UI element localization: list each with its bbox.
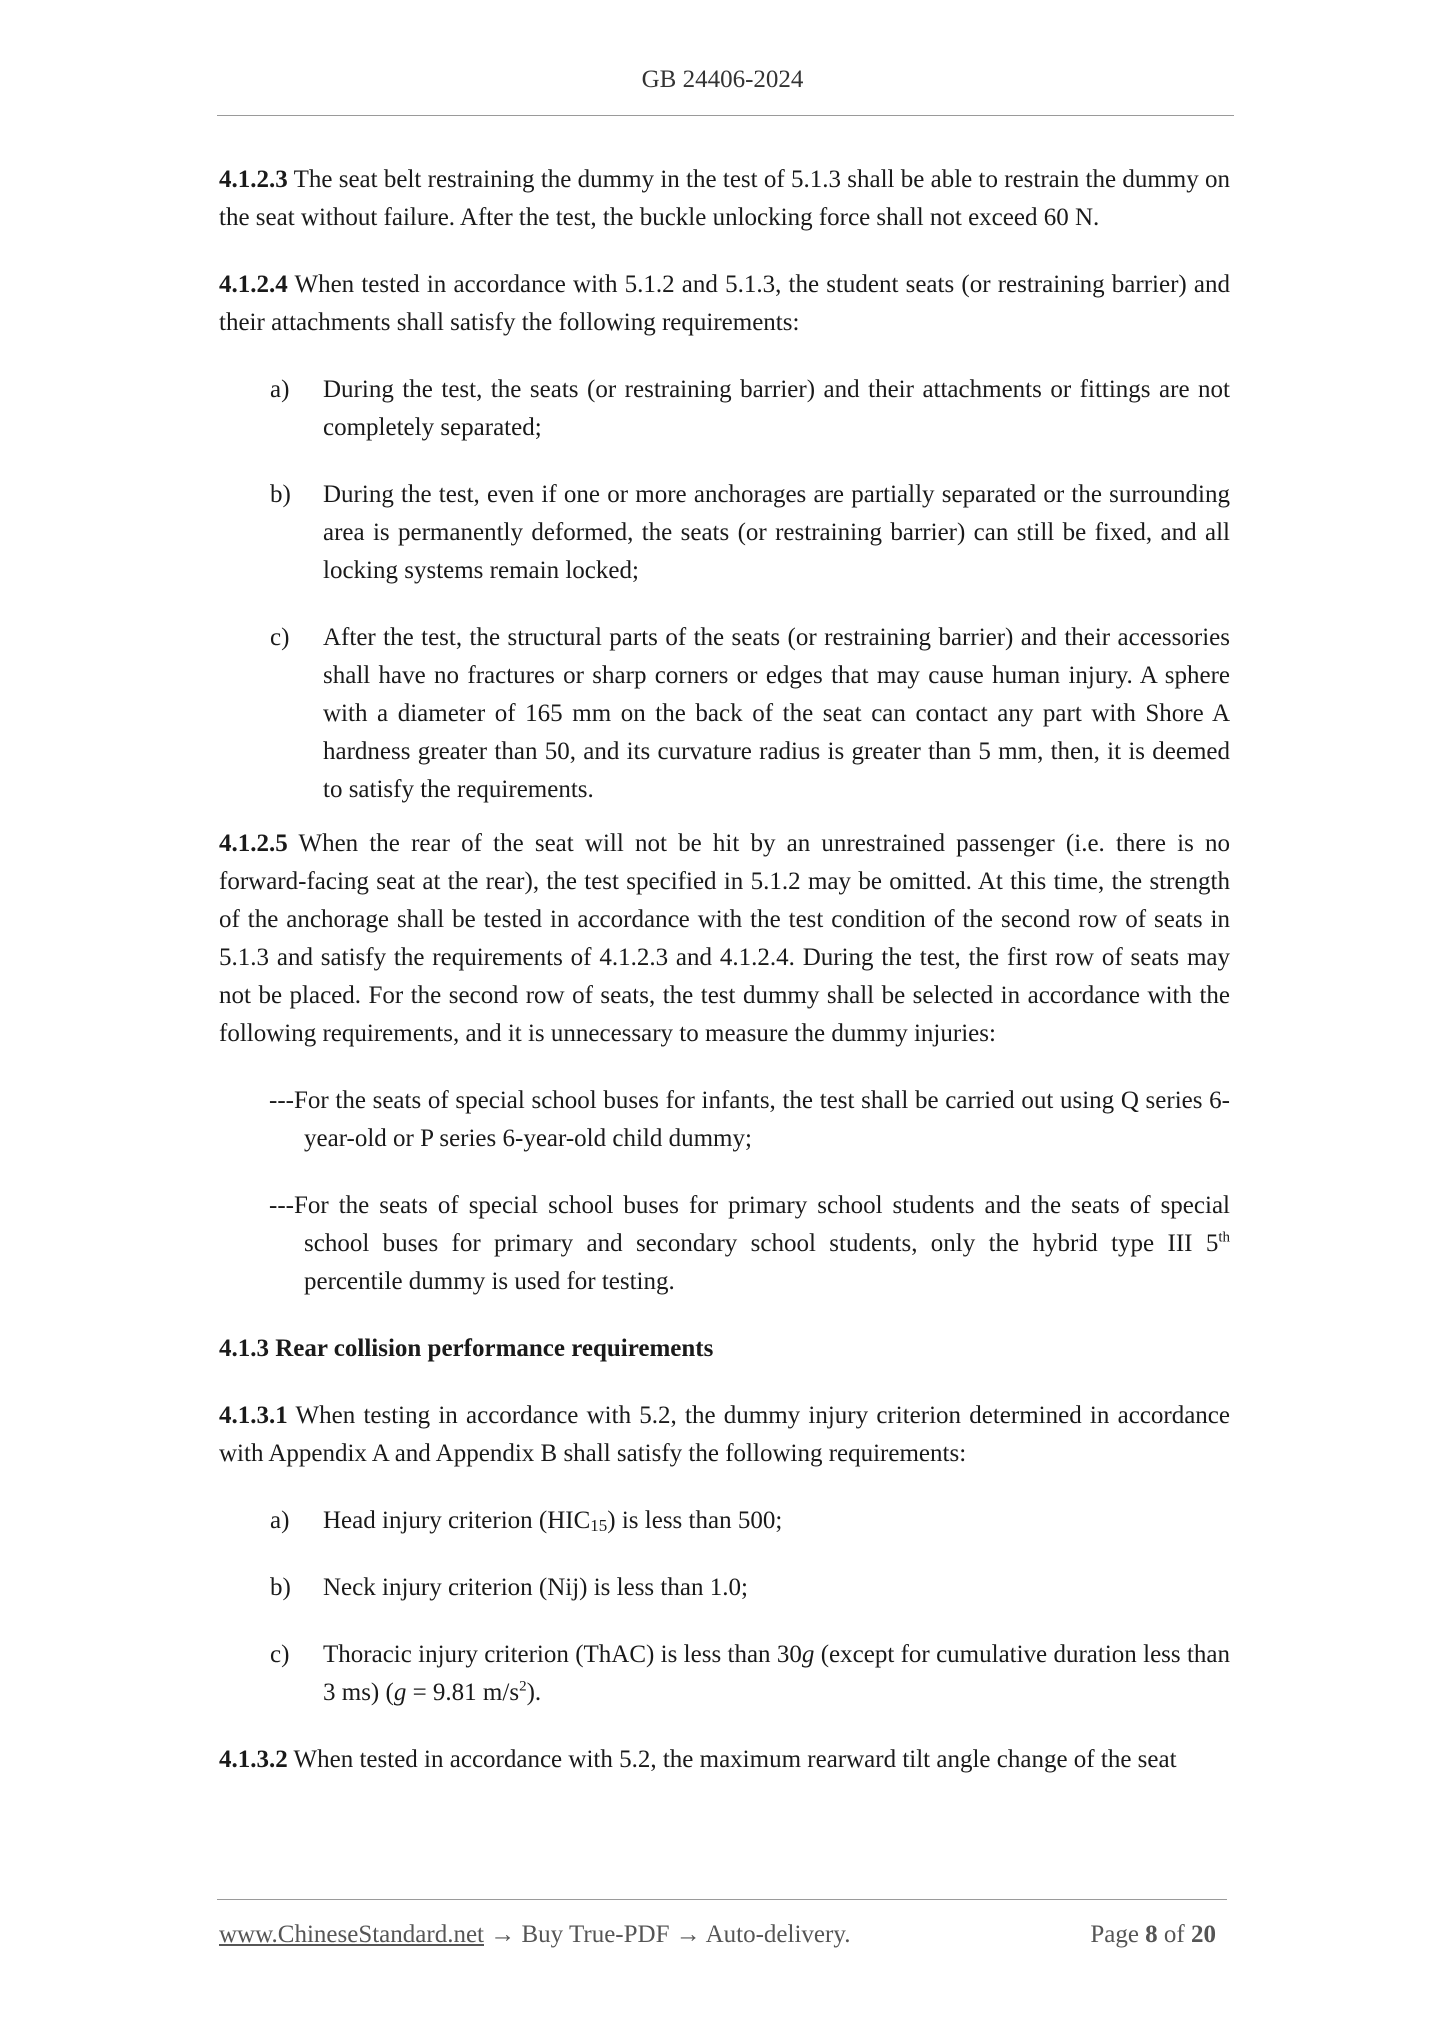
list-item-label: a) bbox=[270, 376, 290, 403]
list-item-text: Thoracic injury criterion (ThAC) is less than 30g (except for cumulative duration less than 3 ms) (g = 9.81 $m/s^2$). bbox=[323, 1641, 1230, 1706]
document-header: GB 24406-2024 bbox=[641, 66, 804, 93]
list-item bbox=[219, 1502, 1230, 1540]
list-item-label: a) bbox=[270, 1507, 290, 1534]
clause-4-1-2-4 bbox=[219, 266, 1230, 342]
list-item-label: c) bbox=[270, 1641, 290, 1668]
clause-text: The seat belt restraining the dummy in the test of 5.1.3 shall be able to restrain the dummy on the seat without failure. After the test, the buckle unlocking force shall not exceed 60 N. bbox=[219, 166, 1230, 231]
dash-item-text-end: percentile dummy is used for testing. bbox=[304, 1268, 675, 1295]
website-link[interactable]: www.ChineseStandard.net bbox=[219, 1921, 484, 1948]
clause-4-1-3-2 bbox=[219, 1741, 1230, 1779]
clause-text: When testing in accordance with 5.2, the dummy injury criterion determined in accordance with Appendix A and Appendix B shall satisfy the following requirements: bbox=[219, 1402, 1230, 1467]
list-item-label: b) bbox=[270, 481, 291, 508]
footer-divider bbox=[217, 1899, 1227, 1900]
clause-text: When tested in accordance with 5.2, the maximum rearward tilt angle change of the seat bbox=[287, 1746, 1177, 1773]
page-body bbox=[219, 161, 1230, 1808]
list-item-text: During the test, even if one or more anchorages are partially separated or the surrounding area is permanently deformed, the seats (or restraining barrier) can still be fixed, and all locking systems remain locked; bbox=[323, 481, 1230, 584]
superscript: 2 bbox=[519, 1678, 527, 1695]
clause-4-1-2-3 bbox=[219, 161, 1230, 237]
dash-item-students bbox=[269, 1187, 1230, 1301]
list-item-label: c) bbox=[270, 624, 290, 651]
list-item-text: Neck injury criterion (Nij) is less than 1.0; bbox=[323, 1574, 748, 1601]
dash-item-text: ---For the seats of special school buses for primary school students and the seats of special school buses for primary and secondary school students, only the hybrid type III 5 bbox=[269, 1192, 1230, 1257]
list-item bbox=[219, 476, 1230, 590]
header-divider bbox=[217, 115, 1234, 116]
clause-text: When tested in accordance with 5.1.2 and 5.1.3, the student seats (or restraining barrier) and their attachments shall satisfy the following requirements: bbox=[219, 271, 1230, 336]
dash-item-infants: ---For the seats of special school buses for infants, the test shall be carried out using Q series 6-year-old or P series 6-year-old child dummy; bbox=[269, 1087, 1230, 1152]
clause-number: 4.1.3.2 bbox=[219, 1746, 288, 1773]
page-indicator: Page 8 of 20 bbox=[1090, 1921, 1216, 1948]
auto-delivery-text: Auto-delivery. bbox=[700, 1921, 851, 1948]
list-item bbox=[219, 1569, 1230, 1607]
page-total: 20 bbox=[1191, 1921, 1216, 1948]
clause-4-1-2-5 bbox=[219, 825, 1230, 1053]
list-item bbox=[219, 1636, 1230, 1712]
arrow-icon: → bbox=[490, 1921, 516, 1948]
ordinal-suffix: th bbox=[1218, 1229, 1230, 1246]
clause-number: 4.1.3.1 bbox=[219, 1402, 288, 1429]
clause-number: 4.1.2.5 bbox=[219, 830, 288, 857]
clause-4-1-3-1 bbox=[219, 1397, 1230, 1473]
list-item-label: b) bbox=[270, 1574, 291, 1601]
list-item bbox=[219, 371, 1230, 447]
clause-number: 4.1.2.4 bbox=[219, 271, 288, 298]
clause-text: When the rear of the seat will not be hit by an unrestrained passenger (i.e. there is no forward-facing seat at the rear), the test specified in 5.1.2 may be omitted. At this time, the strength of the anchorage shall be tested in accordance with the test condition of the second row of seats in 5.1.3 and satisfy the requirements of 4.1.2.3 and 4.1.2.4. During the test, the first row of seats may not be placed. For the second row of seats, the test dummy shall be selected in accordance with the following requirements, and it is unnecessary to measure the dummy injuries: bbox=[219, 830, 1230, 1047]
subscript: 15 bbox=[590, 1516, 608, 1535]
section-heading: 4.1.3 Rear collision performance requirements bbox=[219, 1335, 714, 1362]
buy-pdf-text: Buy True-PDF bbox=[515, 1921, 676, 1948]
list-item-text: During the test, the seats (or restraining barrier) and their attachments or fittings are not completely separated; bbox=[323, 376, 1230, 441]
list-item-text: Head injury criterion $(HIC_{15})$ is less than 500; bbox=[323, 1507, 783, 1535]
page-footer bbox=[219, 1921, 1230, 1949]
arrow-icon: → bbox=[675, 1921, 701, 1948]
list-item-text: After the test, the structural parts of the seats (or restraining barrier) and their accessories shall have no fractures or sharp corners or edges that may cause human injury. A sphere with a diameter of 165 mm on the back of the seat can contact any part with Shore A hardness greater than 50, and its curvature radius is greater than 5 mm, then, it is deemed to satisfy the requirements. bbox=[323, 624, 1230, 803]
page-number: 8 bbox=[1145, 1921, 1158, 1948]
list-item bbox=[219, 619, 1230, 809]
clause-number: 4.1.2.3 bbox=[219, 166, 288, 193]
